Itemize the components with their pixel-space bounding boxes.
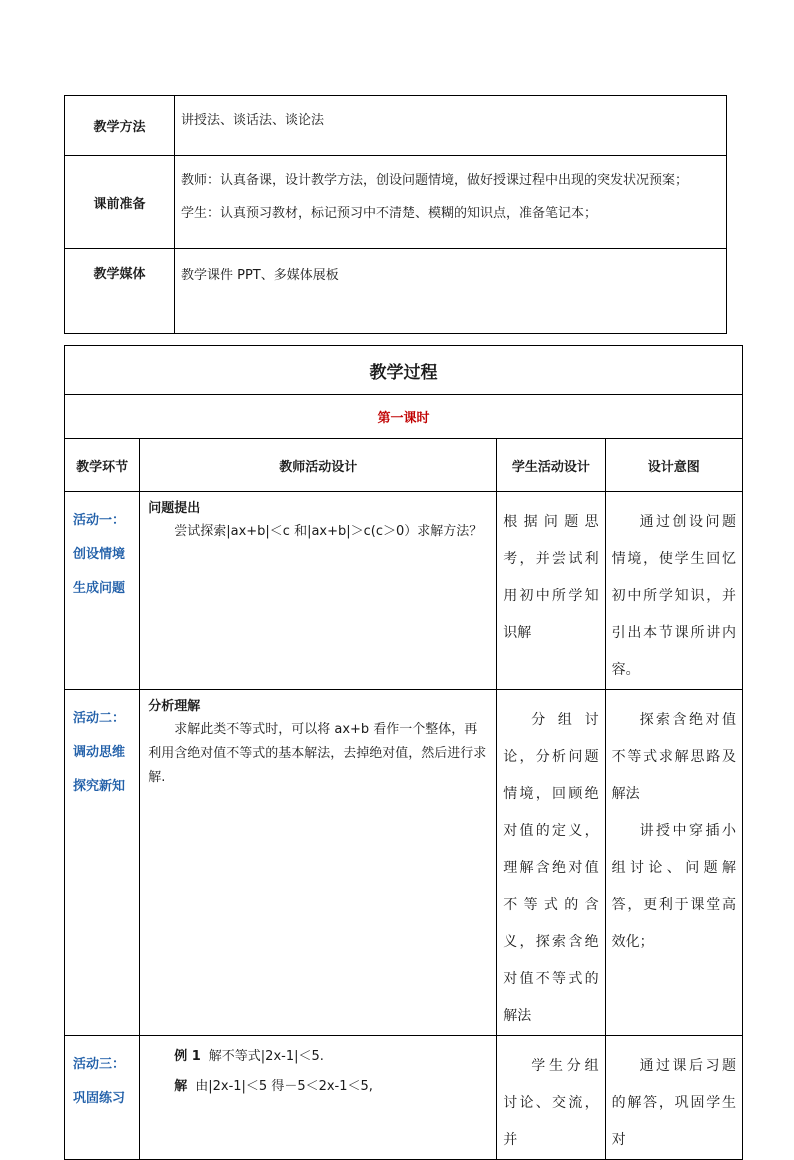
teacher-cell [140,492,497,690]
header-student: 学生活动设计 [497,439,605,492]
stage-cell [65,690,140,1036]
student-cell [497,1036,605,1160]
stage-line: 调动思维 [73,745,126,760]
header-teacher: 教师活动设计 [140,439,497,492]
teacher-text: 尝试探索|ax+b|＜c 和|ax+b|＞c(c＞0）求解方法？ [174,524,483,539]
student-cell: 根据问题思考，并尝试利用初中所学知识解 [497,492,605,690]
stage-line: 生成问题 [73,581,126,596]
info-table [64,95,727,334]
teacher-subtitle: 分析理解 [148,699,201,714]
table-row [65,1036,743,1160]
example-line [148,1042,488,1072]
solution-text: 由|2x-1|＜5 得－5＜2x-1＜5, [195,1079,373,1094]
design-cell [605,690,742,1036]
lesson-label: 第一课时 [65,395,743,439]
teacher-text: 求解此类不等式时，可以将 ax+b 看作一个整体，再利用含绝对值不等式的基本解法，去掉绝对值，然后进行求解. [148,722,487,785]
media-label: 教学媒体 [65,249,175,334]
stage-line: 活动三： [73,1057,126,1072]
design-text: 通过创设问题情境，使学生回忆初中所学知识，并引出本节课所讲内容。 [611,514,736,678]
process-table [64,345,743,1160]
teacher-subtitle: 问题提出 [148,501,201,516]
table-row [65,492,743,690]
stage-line: 活动一： [73,513,126,528]
prep-value [175,156,727,249]
stage-line: 巩固练习 [73,1091,126,1106]
process-title: 教学过程 [65,346,743,395]
teacher-cell [140,690,497,1036]
prep-teacher: 教师：认真备课，设计教学方法，创设问题情境，做好授课过程中出现的突发状况预案； [181,173,689,188]
student-cell [497,690,605,1036]
media-value: 教学课件 PPT、多媒体展板 [175,249,727,334]
method-label: 教学方法 [65,96,175,156]
teacher-cell [140,1036,497,1160]
stage-line: 创设情境 [73,547,126,562]
header-design: 设计意图 [605,439,742,492]
table-row [65,690,743,1036]
example-text: 解不等式|2x-1|＜5. [208,1049,324,1064]
header-stage: 教学环节 [65,439,140,492]
solution-label: 解 [174,1079,188,1094]
solution-line [148,1072,488,1102]
stage-line: 活动二： [73,711,126,726]
student-text: 分组讨论，分析问题情境，回顾绝对值的定义，理解含绝对值不等式的含义，探索含绝对值不等式的解法 [503,712,599,1024]
stage-cell [65,1036,140,1160]
design-text: 探索含绝对值不等式求解思路及解法 [611,712,736,802]
example-label: 例 1 [174,1049,201,1064]
stage-line: 探究新知 [73,779,126,794]
stage-cell [65,492,140,690]
design-text: 通过课后习题的解答，巩固学生对 [611,1058,736,1148]
prep-label: 课前准备 [65,156,175,249]
method-value: 讲授法、谈话法、谈论法 [175,96,727,156]
design-text: 讲授中穿插小组讨论、问题解答，更利于课堂高效化； [611,823,736,950]
student-text: 学生分组讨论、交流，并 [503,1058,599,1148]
design-cell [605,492,742,690]
prep-student: 学生：认真预习教材，标记预习中不清楚、模糊的知识点，准备笔记本； [181,206,598,221]
design-cell [605,1036,742,1160]
